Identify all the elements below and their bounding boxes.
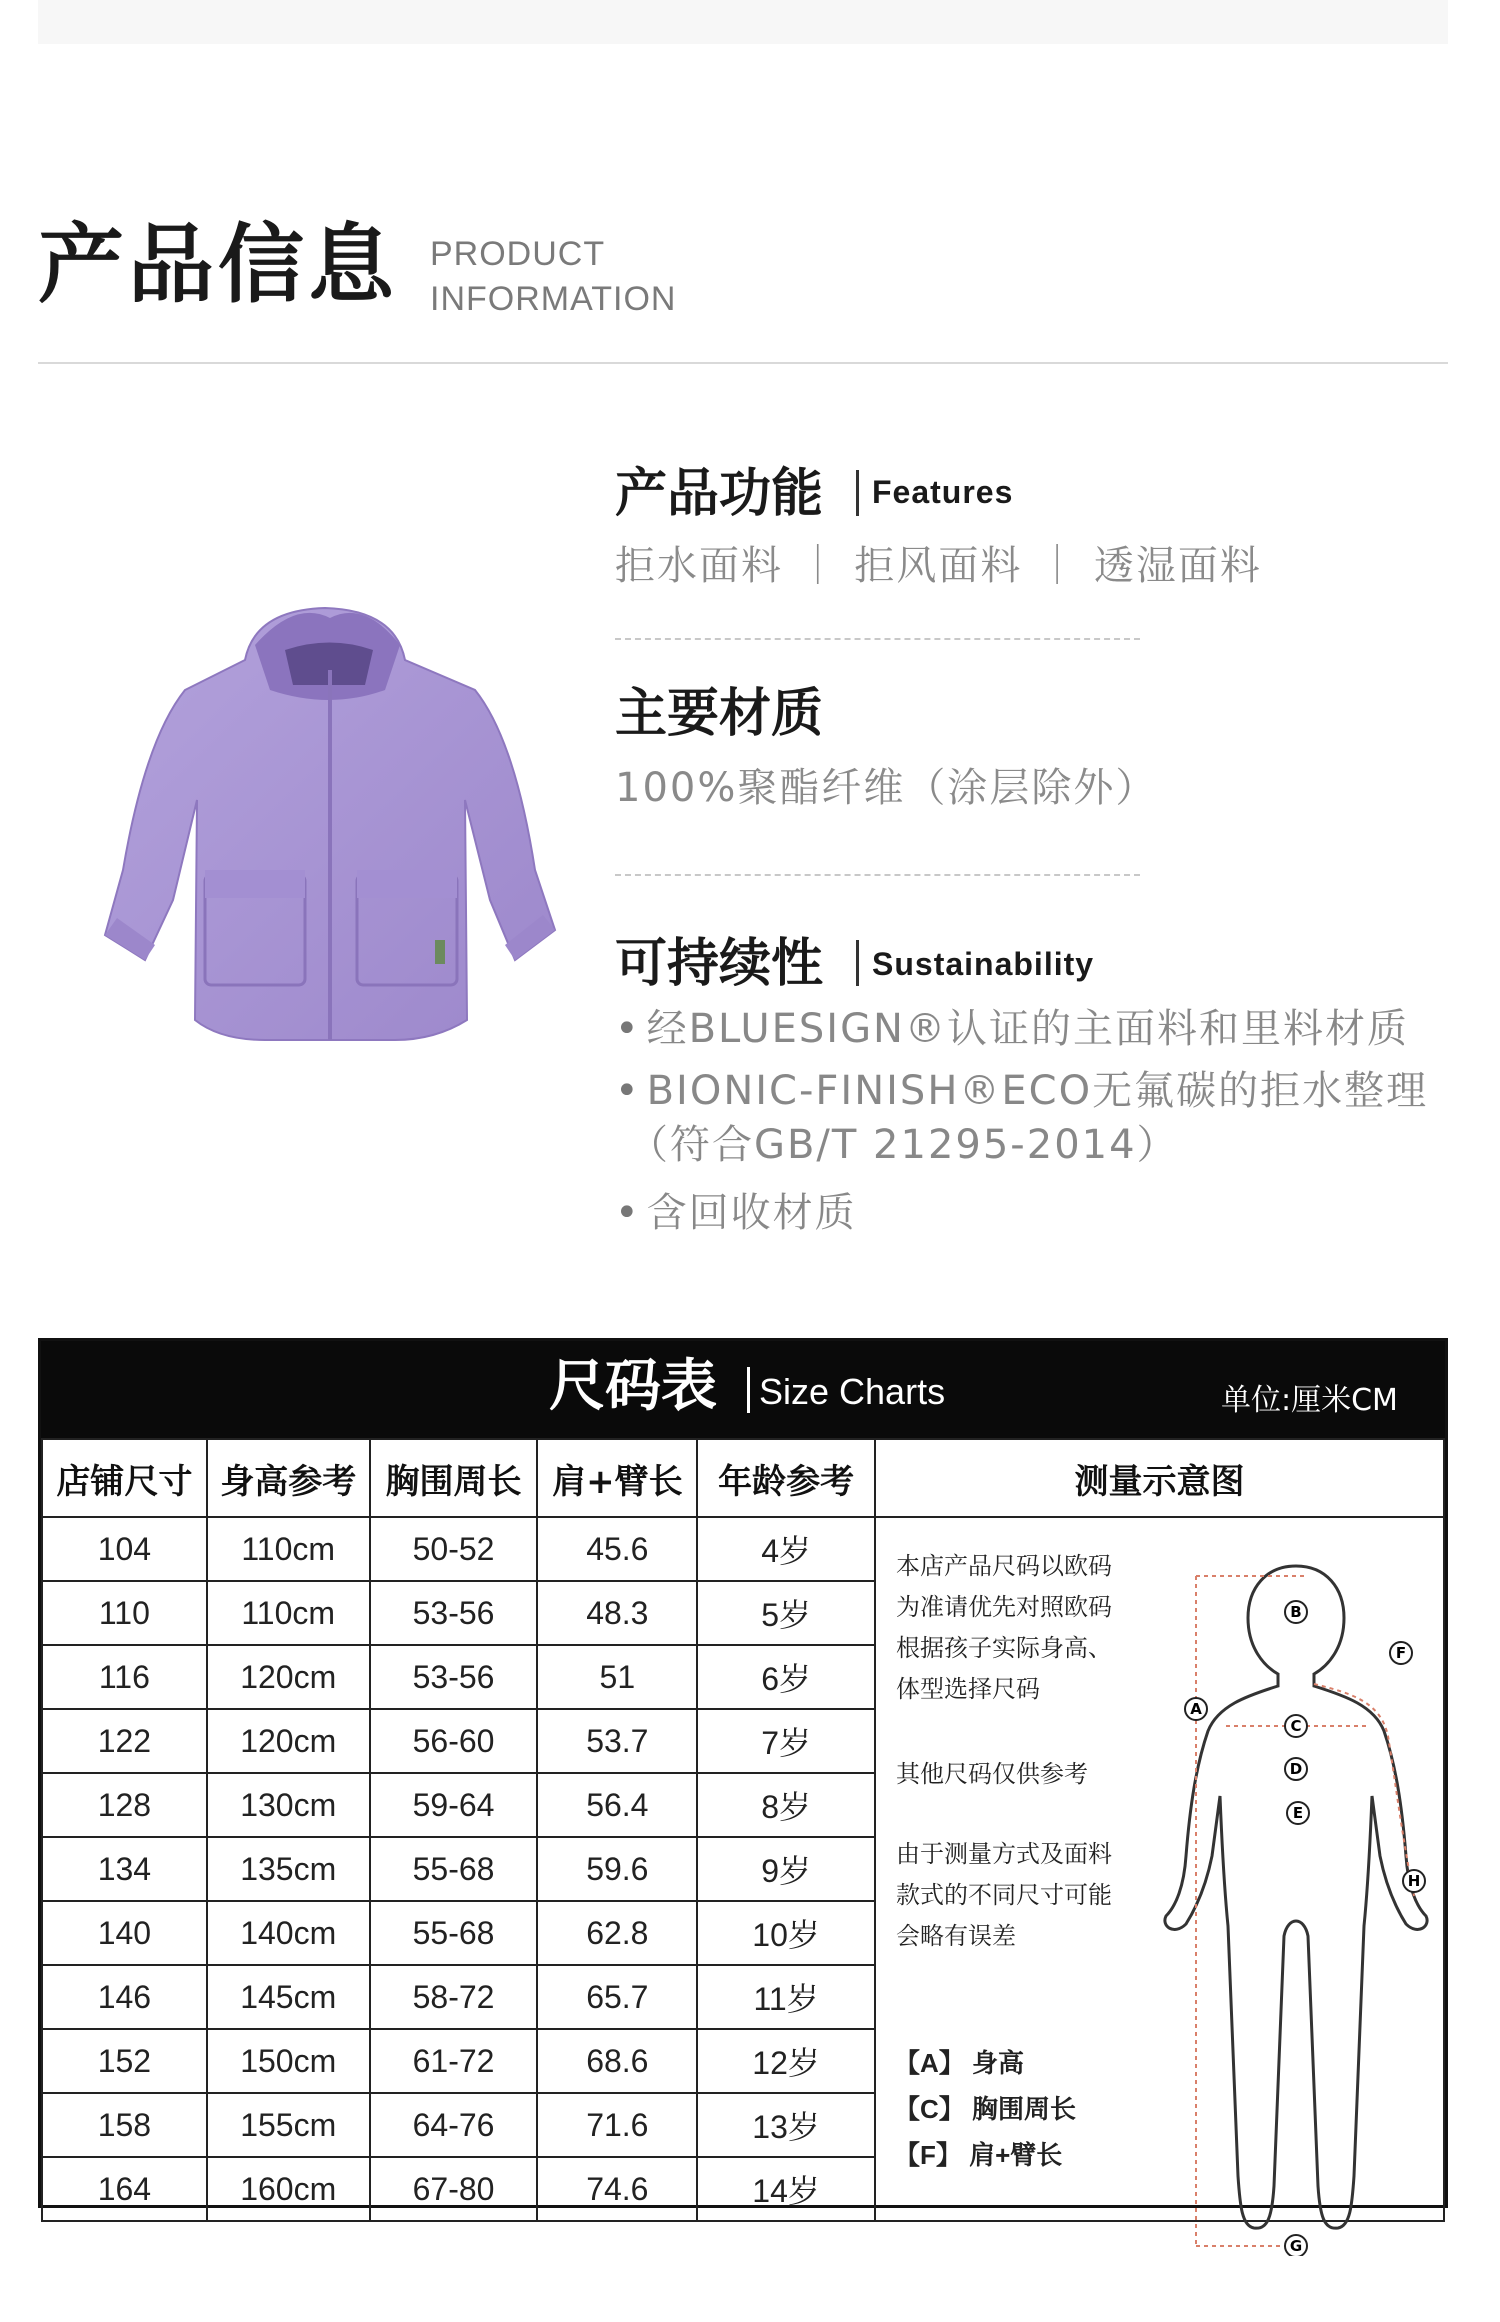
cell-shoulder-arm: 56.4 bbox=[537, 1773, 697, 1837]
figure-marker-g: G bbox=[1289, 2237, 1303, 2255]
features-divider bbox=[615, 638, 1140, 640]
page-title: 产品信息 bbox=[38, 215, 398, 315]
sustainability-bullet-3: • 含回收材质 bbox=[615, 1190, 857, 1236]
cell-height: 140cm bbox=[207, 1901, 370, 1965]
figure-marker-h: H bbox=[1407, 1872, 1421, 1890]
size-chart-title-en: Size Charts bbox=[759, 1371, 946, 1412]
product-jacket-image bbox=[95, 600, 565, 1060]
figure-marker-c: C bbox=[1290, 1717, 1302, 1735]
col-header-measure-diagram: 测量示意图 bbox=[875, 1439, 1444, 1517]
material-title: 主要材质 bbox=[615, 684, 824, 744]
sustainability-title: 可持续性 bbox=[615, 934, 824, 994]
cell-size: 116 bbox=[42, 1645, 207, 1709]
cell-age: 5岁 bbox=[697, 1581, 875, 1645]
cell-age: 10岁 bbox=[697, 1901, 875, 1965]
cell-height: 110cm bbox=[207, 1517, 370, 1581]
cell-height: 130cm bbox=[207, 1773, 370, 1837]
cell-chest: 64-76 bbox=[370, 2093, 538, 2157]
size-chart bbox=[38, 1338, 1448, 2255]
cell-size: 134 bbox=[42, 1837, 207, 1901]
cell-height: 150cm bbox=[207, 2029, 370, 2093]
header-divider bbox=[38, 362, 1448, 364]
cell-shoulder-arm: 68.6 bbox=[537, 2029, 697, 2093]
sustainability-title-separator bbox=[856, 940, 859, 986]
cell-chest: 58-72 bbox=[370, 1965, 538, 2029]
cell-height: 155cm bbox=[207, 2093, 370, 2157]
cell-shoulder-arm: 71.6 bbox=[537, 2093, 697, 2157]
cell-size: 104 bbox=[42, 1517, 207, 1581]
cell-size: 146 bbox=[42, 1965, 207, 2029]
size-note-1: 本店产品尺码以欧码 为准请优先对照欧码 根据孩子实际身高、 体型选择尺码 bbox=[895, 1553, 1112, 1703]
material-divider bbox=[615, 874, 1140, 876]
size-table-header-row bbox=[42, 1439, 1444, 1517]
cell-age: 6岁 bbox=[697, 1645, 875, 1709]
features-body: 拒水面料 ｜ 拒风面料 ｜ 透湿面料 bbox=[615, 543, 1262, 589]
cell-shoulder-arm: 62.8 bbox=[537, 1901, 697, 1965]
cell-age: 4岁 bbox=[697, 1517, 875, 1581]
cell-height: 160cm bbox=[207, 2157, 370, 2221]
material-body: 100%聚酯纤维（涂层除外） bbox=[615, 765, 1158, 811]
figure-marker-d: D bbox=[1289, 1760, 1303, 1778]
measure-legend: 【A】 身高 【C】 胸围周长 【F】 肩+臂长 bbox=[893, 2048, 1076, 2170]
col-header-height: 身高参考 bbox=[207, 1439, 370, 1517]
cell-size: 128 bbox=[42, 1773, 207, 1837]
figure-marker-f: F bbox=[1395, 1644, 1407, 1662]
cell-age: 14岁 bbox=[697, 2157, 875, 2221]
cell-chest: 50-52 bbox=[370, 1517, 538, 1581]
cell-chest: 53-56 bbox=[370, 1645, 538, 1709]
cell-shoulder-arm: 74.6 bbox=[537, 2157, 697, 2221]
cell-age: 11岁 bbox=[697, 1965, 875, 2029]
figure-marker-a: A bbox=[1190, 1700, 1202, 1718]
page-subtitle: PRODUCT INFORMATION bbox=[430, 235, 677, 318]
cell-age: 8岁 bbox=[697, 1773, 875, 1837]
cell-chest: 61-72 bbox=[370, 2029, 538, 2093]
table-row bbox=[42, 1517, 1444, 1581]
size-table bbox=[41, 1438, 1445, 2255]
cell-height: 110cm bbox=[207, 1581, 370, 1645]
sustainability-bullet-2-cont: （符合GB/T 21295-2014） bbox=[628, 1122, 1179, 1168]
cell-height: 120cm bbox=[207, 1709, 370, 1773]
cell-chest: 67-80 bbox=[370, 2157, 538, 2221]
cell-shoulder-arm: 65.7 bbox=[537, 1965, 697, 2029]
cell-age: 7岁 bbox=[697, 1709, 875, 1773]
cell-size: 152 bbox=[42, 2029, 207, 2093]
features-title-separator bbox=[856, 470, 859, 516]
measure-diagram-cell bbox=[875, 1517, 1444, 2255]
cell-age: 9岁 bbox=[697, 1837, 875, 1901]
features-title: 产品功能 bbox=[615, 464, 824, 524]
cell-size: 158 bbox=[42, 2093, 207, 2157]
cell-chest: 55-68 bbox=[370, 1837, 538, 1901]
cell-shoulder-arm: 45.6 bbox=[537, 1517, 697, 1581]
body-measure-figure bbox=[1156, 1556, 1436, 2256]
cell-age: 12岁 bbox=[697, 2029, 875, 2093]
size-note-3: 由于测量方式及面料 款式的不同尺寸可能 会略有误差 bbox=[895, 1841, 1112, 1950]
size-chart-title: 尺码表 bbox=[549, 1354, 717, 1419]
sustainability-bullet-2: • BIONIC-FINISH®ECO无氟碳的拒水整理 bbox=[615, 1068, 1429, 1114]
cell-height: 135cm bbox=[207, 1837, 370, 1901]
top-banner-strip bbox=[38, 0, 1448, 44]
cell-shoulder-arm: 53.7 bbox=[537, 1709, 697, 1773]
sustainability-bullet-1: • 经BLUESIGN®认证的主面料和里料材质 bbox=[615, 1006, 1409, 1052]
size-chart-title-separator bbox=[747, 1367, 750, 1413]
col-header-chest: 胸围周长 bbox=[370, 1439, 538, 1517]
cell-size: 110 bbox=[42, 1581, 207, 1645]
features-title-en: Features bbox=[872, 474, 1014, 510]
cell-chest: 55-68 bbox=[370, 1901, 538, 1965]
cell-chest: 59-64 bbox=[370, 1773, 538, 1837]
col-header-store-size: 店铺尺寸 bbox=[42, 1439, 207, 1517]
cell-size: 140 bbox=[42, 1901, 207, 1965]
figure-marker-b: B bbox=[1290, 1603, 1302, 1621]
cell-size: 122 bbox=[42, 1709, 207, 1773]
cell-shoulder-arm: 51 bbox=[537, 1645, 697, 1709]
cell-shoulder-arm: 59.6 bbox=[537, 1837, 697, 1901]
size-note-2: 其他尺码仅供参考 bbox=[895, 1761, 1088, 1788]
cell-size: 164 bbox=[42, 2157, 207, 2221]
cell-height: 120cm bbox=[207, 1645, 370, 1709]
size-chart-unit: 单位:厘米CM bbox=[1221, 1383, 1398, 1418]
cell-chest: 56-60 bbox=[370, 1709, 538, 1773]
col-header-shoulder-arm: 肩+臂长 bbox=[537, 1439, 697, 1517]
size-chart-header bbox=[41, 1341, 1445, 1438]
figure-marker-e: E bbox=[1292, 1804, 1304, 1822]
cell-age: 13岁 bbox=[697, 2093, 875, 2157]
col-header-age: 年龄参考 bbox=[697, 1439, 875, 1517]
cell-shoulder-arm: 48.3 bbox=[537, 1581, 697, 1645]
cell-height: 145cm bbox=[207, 1965, 370, 2029]
cell-chest: 53-56 bbox=[370, 1581, 538, 1645]
sustainability-title-en: Sustainability bbox=[872, 946, 1095, 982]
